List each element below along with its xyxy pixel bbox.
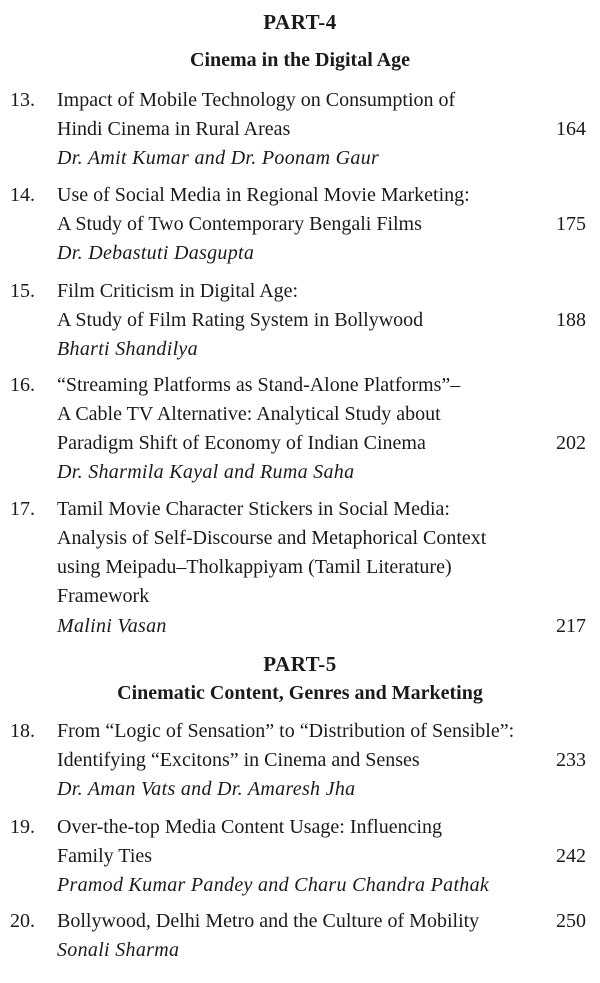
entry-title-line: Impact of Mobile Technology on Consumption of [57,89,456,111]
entry-page-number: 188 [556,309,586,331]
entry-author: Bharti Shandilya [57,338,198,360]
entry-author: Dr. Amit Kumar and Dr. Poonam Gaur [57,147,380,169]
entry-author: Dr. Aman Vats and Dr. Amaresh Jha [57,778,356,800]
entry-title-line: using Meipadu–Tholkappiyam (Tamil Literature) [57,556,452,578]
entry-title-line: Over-the-top Media Content Usage: Influencing [57,816,443,838]
entry-title-line: From “Logic of Sensation” to “Distribution of Sensible”: [57,720,515,742]
entry-title-line: Analysis of Self-Discourse and Metaphorical Context [57,527,487,549]
entry-title-line: Framework [57,585,150,607]
entry-title-line: Film Criticism in Digital Age: [57,280,299,302]
entry-page-number: 164 [556,118,586,140]
entry-title-line: A Cable TV Alternative: Analytical Study about [57,403,441,425]
entry-page-number: 242 [556,845,586,867]
part-4-heading: PART-4 [263,10,337,34]
entry-author: Dr. Sharmila Kayal and Ruma Saha [57,461,355,483]
entry-title-line: Tamil Movie Character Stickers in Social Media: [57,498,450,520]
entry-title-line: Identifying “Excitons” in Cinema and Senses [57,749,420,771]
entry-page-number: 202 [556,432,586,454]
entry-title-line: Paradigm Shift of Economy of Indian Cinema [57,432,426,454]
entry-title-line: “Streaming Platforms as Stand-Alone Platforms”– [57,374,461,396]
entry-page-number: 233 [556,749,586,771]
entry-author: Dr. Debastuti Dasgupta [57,242,255,264]
entry-title-line: A Study of Film Rating System in Bollywood [57,309,424,331]
part-4-subtitle: Cinema in the Digital Age [190,49,410,71]
part-5-subtitle: Cinematic Content, Genres and Marketing [117,682,483,704]
entry-number: 13. [10,89,35,111]
entry-author: Pramod Kumar Pandey and Charu Chandra Pathak [57,874,490,896]
entry-title-line: Bollywood, Delhi Metro and the Culture of Mobility [57,910,480,932]
entry-number: 15. [10,280,35,302]
entry-title-line: Use of Social Media in Regional Movie Marketing: [57,184,470,206]
entry-author: Sonali Sharma [57,939,180,961]
entry-title-line: Family Ties [57,845,153,867]
entry-number: 18. [10,720,35,742]
entry-page-number: 250 [556,910,586,932]
entry-title-line: Hindi Cinema in Rural Areas [57,118,291,140]
entry-page-number: 175 [556,213,586,235]
part-5-heading: PART-5 [263,652,337,676]
entry-page-number: 217 [556,615,586,637]
entry-number: 14. [10,184,35,206]
entry-number: 17. [10,498,35,520]
entry-number: 20. [10,910,35,932]
entry-author: Malini Vasan [57,615,167,637]
entry-number: 19. [10,816,35,838]
entry-number: 16. [10,374,35,396]
entry-title-line: A Study of Two Contemporary Bengali Films [57,213,422,235]
